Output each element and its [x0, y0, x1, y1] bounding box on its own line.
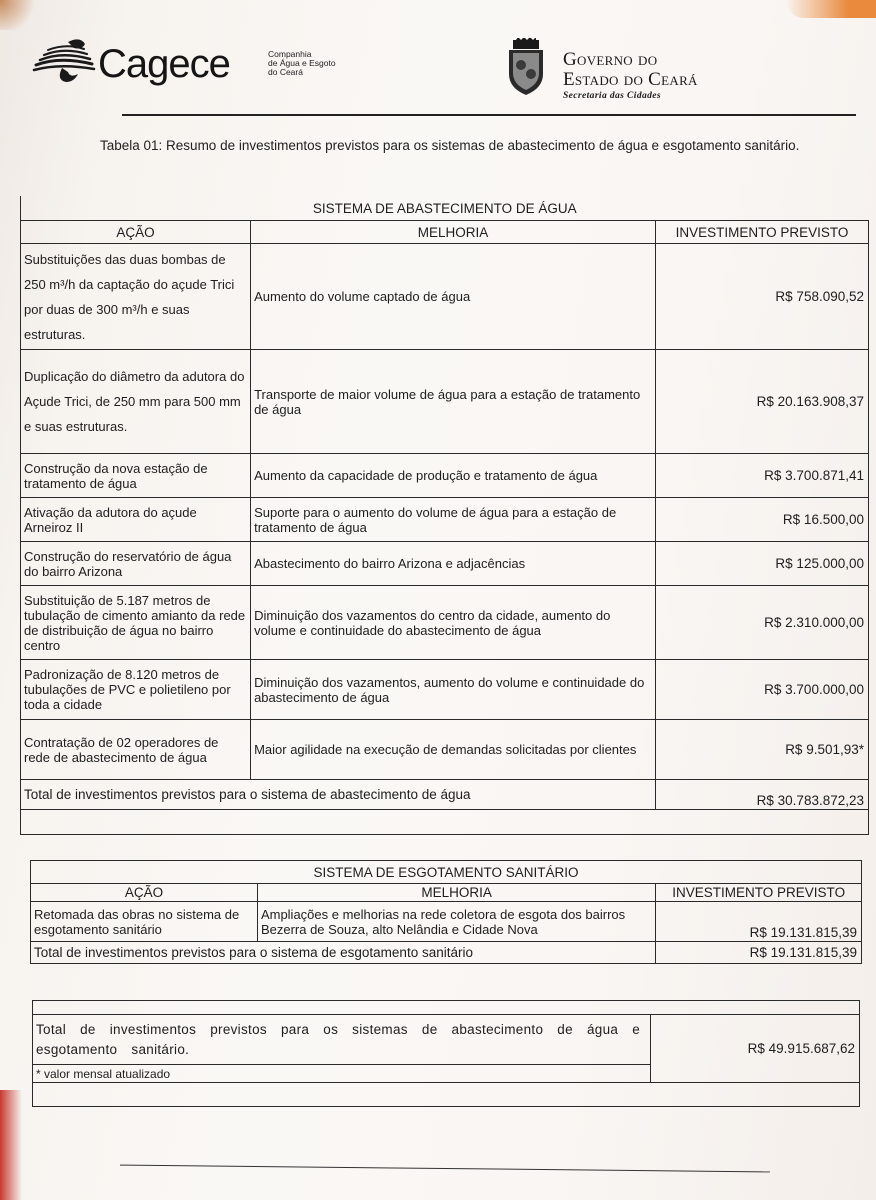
melhoria-cell: Diminuição dos vazamentos, aumento do volume e continuidade do abastecimento de água	[251, 660, 656, 720]
table-row	[21, 454, 869, 498]
grand-total-label: Total de investimentos previstos para os sistemas de abastecimento de água e esgotamento sanitário.	[33, 1015, 651, 1065]
total-row	[21, 780, 869, 810]
acao-cell: Construção do reservatório de água do bairro Arizona	[21, 542, 251, 586]
table-caption: Tabela 01: Resumo de investimentos previstos para os sistemas de abastecimento de água e esgotamento sanitário.	[100, 138, 800, 153]
melhoria-cell: Ampliações e melhorias na rede coletora de esgota dos bairros Bezerra de Souza, alto Nelândia e Cidade Nova	[257, 902, 655, 942]
investimento-cell: R$ 9.501,93*	[655, 720, 868, 780]
investimento-cell: R$ 2.310.000,00	[655, 586, 868, 660]
melhoria-cell: Aumento do volume captado de água	[251, 244, 656, 350]
empty-cell	[33, 1083, 860, 1107]
column-header-melhoria: MELHORIA	[251, 221, 656, 244]
table-row	[21, 720, 869, 780]
cagece-logo-icon	[30, 38, 100, 83]
acao-cell: Construção da nova estação de tratamento de água	[21, 454, 251, 498]
paper-stain	[0, 1090, 22, 1200]
melhoria-cell: Transporte de maior volume de água para a estação de tratamento de água	[251, 350, 656, 454]
table-row	[21, 542, 869, 586]
column-header-acao: AÇÃO	[31, 884, 258, 902]
government-title-line1: Governo do	[563, 49, 658, 70]
table-row	[21, 498, 869, 542]
melhoria-cell: Aumento da capacidade de produção e tratamento de água	[251, 454, 656, 498]
total-value: R$ 30.783.872,23	[655, 780, 868, 810]
table-row	[21, 660, 869, 720]
total-label: Total de investimentos previstos para o sistema de esgotamento sanitário	[31, 942, 656, 964]
cagece-subtitle	[268, 50, 336, 77]
total-row	[31, 942, 862, 964]
cagece-subtitle-line: do Ceará	[268, 67, 303, 77]
signature-line	[120, 1165, 770, 1173]
secretaria-label: Secretaria das Cidades	[563, 91, 661, 101]
grand-total-table	[32, 1000, 860, 1107]
acao-cell: Duplicação do diâmetro da adutora do Açude Trici, de 250 mm para 500 mm e suas estruturas.	[21, 350, 251, 454]
cagece-subtitle-line: de Água e Esgoto	[268, 58, 336, 68]
spacer-row	[21, 810, 869, 835]
acao-cell: Substituições das duas bombas de 250 m³/h da captação do açude Trici por duas de 300 m³/h e suas estruturas.	[21, 244, 251, 350]
header-divider	[122, 114, 856, 116]
acao-cell: Contratação de 02 operadores de rede de abastecimento de água	[21, 720, 251, 780]
grand-total-value: R$ 49.915.687,62	[650, 1015, 859, 1083]
investimento-cell: R$ 20.163.908,37	[655, 350, 868, 454]
table-row	[21, 586, 869, 660]
cagece-wordmark: Cagece	[98, 42, 230, 86]
government-title	[563, 50, 698, 102]
total-value: R$ 19.131.815,39	[656, 942, 862, 964]
investimento-cell: R$ 3.700.000,00	[655, 660, 868, 720]
investimento-cell: R$ 16.500,00	[655, 498, 868, 542]
table-row	[21, 244, 869, 350]
investimento-cell: R$ 3.700.871,41	[655, 454, 868, 498]
column-header-investimento: INVESTIMENTO PREVISTO	[656, 884, 862, 902]
investimento-cell: R$ 19.131.815,39	[656, 902, 862, 942]
investimento-cell: R$ 125.000,00	[655, 542, 868, 586]
empty-cell	[33, 1001, 860, 1015]
government-title-line2: Estado do Ceará	[563, 69, 698, 90]
section-title: SISTEMA DE ESGOTAMENTO SANITÁRIO	[31, 861, 862, 884]
melhoria-cell: Diminuição dos vazamentos do centro da cidade, aumento do volume e continuidade do abastecimento de água	[251, 586, 656, 660]
column-header-investimento: INVESTIMENTO PREVISTO	[655, 221, 868, 244]
section-title: SISTEMA DE ABASTECIMENTO DE ÁGUA	[21, 196, 869, 221]
state-coat-of-arms-icon	[506, 38, 546, 96]
cagece-subtitle-line: Companhia	[268, 49, 312, 59]
melhoria-cell: Abastecimento do bairro Arizona e adjacências	[251, 542, 656, 586]
table-row	[21, 350, 869, 454]
water-supply-table	[20, 196, 869, 835]
table-row	[31, 902, 862, 942]
column-header-acao: AÇÃO	[21, 221, 251, 244]
acao-cell: Ativação da adutora do açude Arneiroz II	[21, 498, 251, 542]
letterhead	[0, 0, 876, 120]
column-header-melhoria: MELHORIA	[257, 884, 655, 902]
total-label: Total de investimentos previstos para o sistema de abastecimento de água	[21, 780, 656, 810]
investimento-cell: R$ 758.090,52	[655, 244, 868, 350]
melhoria-cell: Maior agilidade na execução de demandas solicitadas por clientes	[251, 720, 656, 780]
footnote: * valor mensal atualizado	[33, 1065, 651, 1083]
acao-cell: Padronização de 8.120 metros de tubulações de PVC e polietileno por toda a cidade	[21, 660, 251, 720]
acao-cell: Substituição de 5.187 metros de tubulação de cimento amianto da rede de distribuição de água no bairro centro	[21, 586, 251, 660]
empty-cell	[21, 810, 869, 835]
sewage-table	[30, 860, 862, 964]
acao-cell: Retomada das obras no sistema de esgotamento sanitário	[31, 902, 258, 942]
melhoria-cell: Suporte para o aumento do volume de água para a estação de tratamento de água	[251, 498, 656, 542]
